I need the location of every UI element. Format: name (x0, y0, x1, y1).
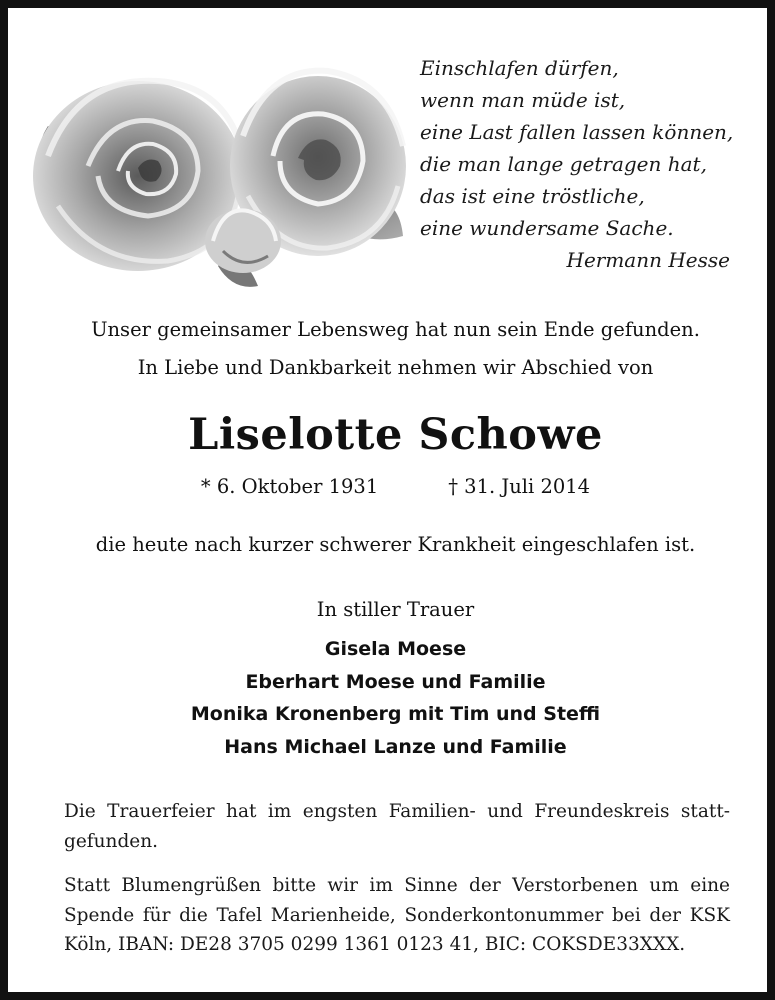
passing-text: die heute nach kurzer schwerer Krankheit eingeschlafen ist. (95, 533, 696, 556)
poem (420, 52, 734, 276)
mourner-name: Monika Kronenberg mit Tim und Steffi (190, 703, 601, 725)
ceremony-line: gefunden. (64, 830, 159, 852)
intro-line-2: In Liebe und Dankbarkeit nehmen wir Abschied von (137, 356, 654, 379)
donation-paragraph (64, 871, 730, 960)
mourner-name: Gisela Moese (324, 638, 467, 660)
mourner-name: Eberhart Moese und Familie (245, 670, 546, 693)
donation-line: Statt Blumengrüßen bitte wir im Sinne der Verstorbenen um eine (64, 875, 730, 896)
mourner-name: Hans Michael Lanze und Familie (224, 735, 567, 758)
donation-line: Köln, IBAN: DE28 3705 0299 1361 0123 41, BIC: COKSDE33XXX. (64, 934, 686, 955)
ceremony-paragraph (64, 797, 730, 856)
poem-line: eine wundersame Sache. (420, 216, 674, 240)
poem-line: wenn man müde ist, (420, 88, 626, 112)
birth-date: * 6. Oktober 1931 (200, 475, 379, 498)
poem-line: die man lange getragen hat, (420, 152, 707, 176)
poem-line: Einschlafen dürfen, (420, 56, 619, 80)
mourners-list (28, 633, 763, 763)
mourning-label: In stiller Trauer (316, 598, 475, 621)
poem-line: eine Last fallen lassen können, (420, 120, 734, 144)
donation-line: Spende für die Tafel Marienheide, Sonderkontonummer bei der KSK (64, 904, 730, 926)
deceased-name: Liselotte Schowe (188, 410, 603, 460)
death-date: † 31. Juli 2014 (448, 475, 591, 498)
ceremony-line: Die Trauerfeier hat im engsten Familien- und Freundeskreis statt- (64, 801, 730, 822)
intro-line-1: Unser gemeinsamer Lebensweg hat nun sein Ende gefunden. (91, 318, 700, 341)
poem-line: das ist eine tröstliche, (420, 184, 645, 208)
life-dates (28, 471, 763, 503)
roses-image (18, 36, 410, 294)
poem-author: Hermann Hesse (566, 248, 730, 272)
